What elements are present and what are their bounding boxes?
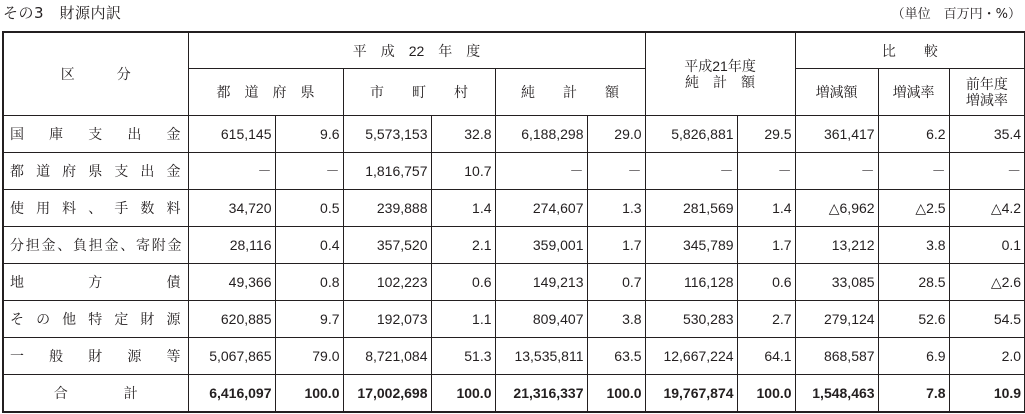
page-title: その3 財源内訳 xyxy=(3,4,122,22)
row-label: 一般財源等 xyxy=(3,338,188,375)
cell-diff-rate: △2.5 xyxy=(878,190,949,227)
cell-net-amount: 21,316,337 xyxy=(495,375,587,413)
header-h21 xyxy=(645,32,795,116)
cell-prev-rate: △2.6 xyxy=(949,264,1025,301)
cell-prev-rate: － xyxy=(949,153,1025,190)
cell-diff-rate: 6.2 xyxy=(878,116,949,153)
header-pref: 都 道 府 県 xyxy=(188,69,343,116)
cell-pref-percent: 100.0 xyxy=(275,375,343,413)
cell-city-amount: 102,223 xyxy=(343,264,431,301)
cell-net-amount: 13,535,811 xyxy=(495,338,587,375)
cell-prev-rate: 10.9 xyxy=(949,375,1025,413)
cell-h21-percent: 0.6 xyxy=(737,264,795,301)
cell-net-percent: 1.3 xyxy=(587,190,645,227)
header-diff-rate: 増減率 xyxy=(878,69,949,116)
cell-net-amount: 359,001 xyxy=(495,227,587,264)
cell-net-amount: 149,213 xyxy=(495,264,587,301)
header-compare: 比 較 xyxy=(795,32,1025,69)
cell-h21-amount: 12,667,224 xyxy=(645,338,737,375)
cell-city-amount: 239,888 xyxy=(343,190,431,227)
header-prev-rate xyxy=(949,69,1025,116)
cell-city-amount: 8,721,084 xyxy=(343,338,431,375)
cell-pref-amount: － xyxy=(188,153,275,190)
row-label: 分担金、負担金、寄附金 xyxy=(3,227,188,264)
row-label: その他特定財源 xyxy=(3,301,188,338)
cell-pref-amount: 5,067,865 xyxy=(188,338,275,375)
cell-net-percent: 1.7 xyxy=(587,227,645,264)
cell-h21-amount: 19,767,874 xyxy=(645,375,737,413)
cell-city-amount: 17,002,698 xyxy=(343,375,431,413)
header-net: 純 計 額 xyxy=(495,69,645,116)
row-label: 都道府県支出金 xyxy=(3,153,188,190)
cell-net-percent: 3.8 xyxy=(587,301,645,338)
cell-pref-percent: 9.7 xyxy=(275,301,343,338)
header-diff: 増減額 xyxy=(795,69,878,116)
cell-diff-rate: 7.8 xyxy=(878,375,949,413)
cell-pref-amount: 615,145 xyxy=(188,116,275,153)
cell-diff: △6,962 xyxy=(795,190,878,227)
revenue-breakdown-table xyxy=(2,31,1025,413)
cell-diff-rate: 52.6 xyxy=(878,301,949,338)
cell-city-percent: 0.6 xyxy=(431,264,495,301)
table-row xyxy=(3,301,1025,338)
cell-city-percent: 1.4 xyxy=(431,190,495,227)
cell-h21-amount: － xyxy=(645,153,737,190)
row-label: 地方債 xyxy=(3,264,188,301)
unit-note: （単位 百万円・%） xyxy=(891,7,1021,22)
header-h21-line2: 純 計 額 xyxy=(685,74,756,90)
cell-city-percent: 100.0 xyxy=(431,375,495,413)
cell-pref-amount: 49,366 xyxy=(188,264,275,301)
header-category: 区 分 xyxy=(3,32,188,116)
cell-pref-percent: 0.8 xyxy=(275,264,343,301)
cell-diff: 1,548,463 xyxy=(795,375,878,413)
table-row xyxy=(3,338,1025,375)
cell-diff-rate: － xyxy=(878,153,949,190)
table-row xyxy=(3,227,1025,264)
cell-diff: 13,212 xyxy=(795,227,878,264)
table-row xyxy=(3,116,1025,153)
row-label: 使用料、手数料 xyxy=(3,190,188,227)
cell-h21-amount: 530,283 xyxy=(645,301,737,338)
cell-city-amount: 357,520 xyxy=(343,227,431,264)
row-label: 国庫支出金 xyxy=(3,116,188,153)
cell-h21-amount: 345,789 xyxy=(645,227,737,264)
cell-pref-amount: 34,720 xyxy=(188,190,275,227)
cell-prev-rate: 35.4 xyxy=(949,116,1025,153)
total-label: 合 計 xyxy=(3,375,188,413)
cell-diff: 33,085 xyxy=(795,264,878,301)
cell-pref-percent: 9.6 xyxy=(275,116,343,153)
header-h22: 平 成 22 年 度 xyxy=(188,32,645,69)
cell-net-percent: 100.0 xyxy=(587,375,645,413)
cell-city-percent: 1.1 xyxy=(431,301,495,338)
cell-city-percent: 10.7 xyxy=(431,153,495,190)
cell-pref-amount: 28,116 xyxy=(188,227,275,264)
cell-diff-rate: 28.5 xyxy=(878,264,949,301)
table-row xyxy=(3,264,1025,301)
cell-pref-percent: 0.4 xyxy=(275,227,343,264)
cell-h21-percent: 2.7 xyxy=(737,301,795,338)
cell-diff: 361,417 xyxy=(795,116,878,153)
cell-diff: 279,124 xyxy=(795,301,878,338)
total-row xyxy=(3,375,1025,413)
cell-city-percent: 2.1 xyxy=(431,227,495,264)
cell-h21-percent: 1.7 xyxy=(737,227,795,264)
cell-city-amount: 5,573,153 xyxy=(343,116,431,153)
cell-pref-amount: 620,885 xyxy=(188,301,275,338)
cell-diff: － xyxy=(795,153,878,190)
cell-city-amount: 1,816,757 xyxy=(343,153,431,190)
cell-net-percent: 29.0 xyxy=(587,116,645,153)
cell-net-percent: 63.5 xyxy=(587,338,645,375)
cell-prev-rate: 54.5 xyxy=(949,301,1025,338)
table-row xyxy=(3,153,1025,190)
cell-h21-amount: 281,569 xyxy=(645,190,737,227)
cell-net-amount: 274,607 xyxy=(495,190,587,227)
cell-h21-percent: － xyxy=(737,153,795,190)
cell-h21-percent: 64.1 xyxy=(737,338,795,375)
cell-h21-percent: 100.0 xyxy=(737,375,795,413)
header-prev-rate-line1: 前年度 xyxy=(965,76,1008,92)
cell-pref-amount: 6,416,097 xyxy=(188,375,275,413)
cell-city-percent: 51.3 xyxy=(431,338,495,375)
cell-prev-rate: 0.1 xyxy=(949,227,1025,264)
cell-diff-rate: 3.8 xyxy=(878,227,949,264)
cell-h21-amount: 5,826,881 xyxy=(645,116,737,153)
cell-h21-percent: 29.5 xyxy=(737,116,795,153)
cell-net-amount: 6,188,298 xyxy=(495,116,587,153)
cell-net-amount: 809,407 xyxy=(495,301,587,338)
cell-pref-percent: 0.5 xyxy=(275,190,343,227)
cell-pref-percent: 79.0 xyxy=(275,338,343,375)
cell-net-amount: － xyxy=(495,153,587,190)
cell-prev-rate: 2.0 xyxy=(949,338,1025,375)
cell-h21-percent: 1.4 xyxy=(737,190,795,227)
cell-h21-amount: 116,128 xyxy=(645,264,737,301)
cell-diff: 868,587 xyxy=(795,338,878,375)
cell-prev-rate: △4.2 xyxy=(949,190,1025,227)
table-row xyxy=(3,190,1025,227)
header-prev-rate-line2: 増減率 xyxy=(965,92,1008,108)
cell-pref-percent: － xyxy=(275,153,343,190)
header-h21-line1: 平成21年度 xyxy=(684,58,756,74)
cell-city-amount: 192,073 xyxy=(343,301,431,338)
cell-city-percent: 32.8 xyxy=(431,116,495,153)
header-row-1 xyxy=(3,32,1025,69)
cell-net-percent: － xyxy=(587,153,645,190)
header-city: 市 町 村 xyxy=(343,69,495,116)
cell-net-percent: 0.7 xyxy=(587,264,645,301)
cell-diff-rate: 6.9 xyxy=(878,338,949,375)
